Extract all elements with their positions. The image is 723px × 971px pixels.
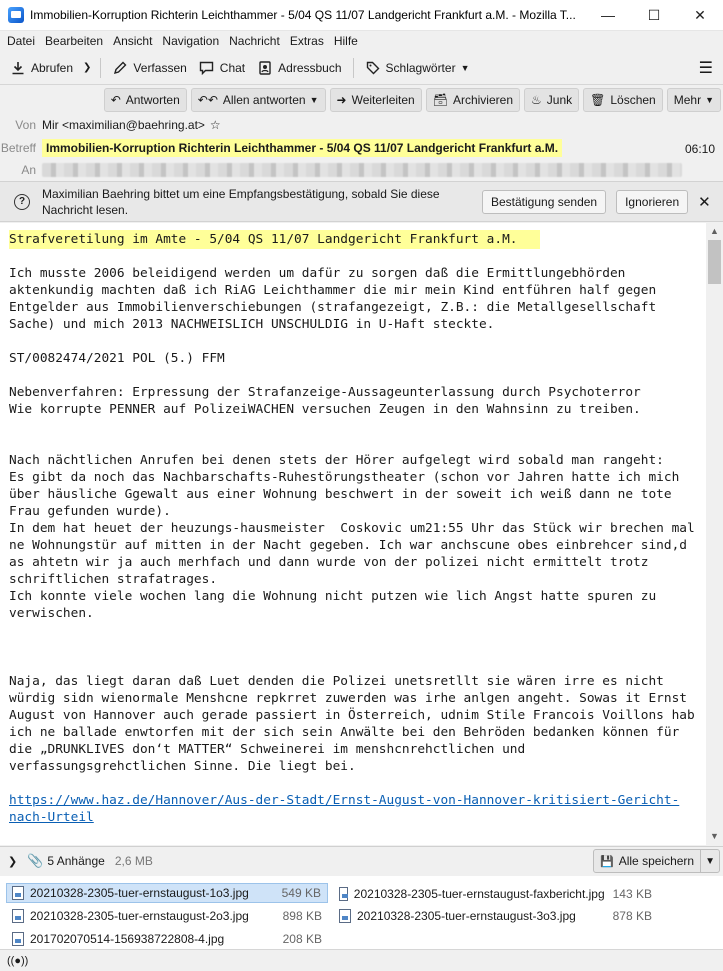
- body-paragraph: Ich musste 2006 beleidigend werden um dafür zu sorgen daß die Ermittlungebhörden aktenkundig machten daß ich RiAG Leichthammer die mir mein Kind entführen half gegen Entgelder aus Immobilienverschiebungen (strafangezeigt, Z.B.: die Metallgesellschaft Sache) und mich 2013 NACHWEISLICH UNSCHULDIG in U-Haft steckte.: [9, 266, 664, 332]
- menu-bar: [0, 31, 723, 51]
- attachment-name: 20210328-2305-tuer-ernstaugust-faxbericht.jpg: [353, 887, 605, 901]
- abrufen-button[interactable]: [4, 55, 79, 81]
- save-icon: 💾: [600, 855, 614, 868]
- main-toolbar: [0, 51, 723, 85]
- image-file-icon: [339, 887, 348, 901]
- message-body: [0, 223, 723, 845]
- image-file-icon: [12, 909, 24, 923]
- attachment-size: 208 KB: [282, 932, 322, 946]
- body-subject-line: Strafveretilung im Amte - 5/04 QS 11/07 Landgericht Frankfurt a.M.: [9, 230, 540, 249]
- weiterleiten-button[interactable]: [330, 88, 422, 112]
- image-file-icon: [12, 932, 24, 946]
- minimize-icon[interactable]: —: [601, 7, 615, 23]
- attachment-item[interactable]: [12, 906, 328, 926]
- antworten-label: Antworten: [125, 93, 180, 107]
- chat-bubble-icon: [199, 60, 215, 76]
- archivieren-button[interactable]: [426, 88, 520, 112]
- subject-value: Immobilien-Korruption Richterin Leichthammer - 5/04 QS 11/07 Landgericht Frankfurt a.M.: [42, 139, 562, 157]
- attachment-item[interactable]: [12, 929, 328, 949]
- close-icon[interactable]: ✕: [698, 193, 711, 211]
- adressbuch-label: Adressbuch: [278, 60, 342, 75]
- loeschen-label: Löschen: [610, 93, 656, 107]
- scroll-up-icon[interactable]: ▲: [710, 226, 719, 236]
- pencil-icon: [112, 60, 128, 76]
- attachment-item[interactable]: [6, 883, 328, 903]
- message-text: [0, 223, 703, 826]
- attachment-bar: [0, 846, 723, 875]
- close-window-icon[interactable]: ✕: [694, 6, 706, 23]
- subject-row: [0, 138, 562, 158]
- verfassen-label: Verfassen: [133, 60, 187, 75]
- paperclip-icon: 📎: [27, 853, 44, 868]
- mehr-label: Mehr: [673, 93, 702, 107]
- save-all-text: Alle speichern: [618, 854, 695, 868]
- allen-antworten-button[interactable]: [191, 88, 326, 112]
- message-header: [0, 86, 723, 181]
- forward-icon: ➜: [336, 93, 347, 107]
- reply-all-icon: ↶↶: [197, 93, 218, 107]
- receipt-notice-text: Maximilian Baehring bittet um eine Empfangsbestätigung, sobald Sie diese Nachricht lesen.: [42, 186, 440, 217]
- attachment-name: 20210328-2305-tuer-ernstaugust-2o3.jpg: [30, 909, 249, 923]
- abrufen-label: Abrufen: [31, 60, 74, 75]
- window-title: Immobilien-Korruption Richterin Leichthammer - 5/04 QS 11/07 Landgericht Frankfurt a.M. - Mozilla T...: [30, 8, 576, 22]
- abrufen-dropdown[interactable]: [79, 55, 95, 81]
- ignore-receipt-button[interactable]: Ignorieren: [616, 190, 688, 214]
- from-row: [0, 115, 221, 135]
- reply-icon: ↶: [110, 93, 121, 107]
- body-scrollbar[interactable]: [706, 223, 723, 845]
- menu-navigation[interactable]: Navigation: [162, 34, 220, 48]
- star-icon[interactable]: ☆: [209, 118, 221, 132]
- save-all-label: [594, 854, 700, 868]
- menu-bearbeiten[interactable]: Bearbeiten: [45, 34, 104, 48]
- message-actions: [104, 88, 721, 112]
- send-receipt-button[interactable]: Bestätigung senden: [482, 190, 606, 214]
- download-icon: [10, 60, 26, 76]
- maximize-icon[interactable]: ☐: [647, 6, 661, 23]
- schlagwoerter-button[interactable]: [359, 55, 476, 81]
- to-row: [0, 160, 682, 180]
- archive-icon: 🗃: [432, 93, 448, 107]
- question-icon: ?: [14, 194, 30, 210]
- status-bar: [0, 949, 723, 971]
- chevron-down-icon: ▼: [460, 62, 470, 73]
- chevron-down-icon: ▼: [705, 95, 714, 105]
- antworten-button[interactable]: [104, 88, 187, 112]
- scroll-thumb[interactable]: [708, 240, 721, 284]
- chat-label: Chat: [219, 60, 246, 75]
- body-paragraph: Nach nächtlichen Anrufen bei denen stets der Hörer aufgelegt wird sobald man rangeht: Es gibt da noch das Nachbarschafts-Ruhestörungstheater (schon vor Jahren hatte ich mich über häusliche Ggewalt aus einer Wohnung beschwert in der soweit ich weiß dann ne tote Frau gefunden wurde). In dem hat heuet der heuzungs-hausmeister Coskovic um21:55 Uhr das Stück wir brechen mal ne Wohnungstür auf mitten in der Nacht gegeben. Ich war anchscune obes einbrehcer sind,d as ahtetn wir ja auch merhfach und dann wurde von der polizei nicht ermittelt trotz schriftlichen strafatrages. Ich konnte viele wochen lang die Wohnung nicht putzen wie lich Angst hatte spuren zu verwischen.: [9, 453, 695, 621]
- flame-icon: ♨: [531, 93, 542, 107]
- archivieren-label: Archivieren: [452, 93, 513, 107]
- article-link[interactable]: https://www.haz.de/Hannover/Aus-der-Stadt/Ernst-August-von-Hannover-kritisiert-Gericht-nach-Urteil: [9, 793, 680, 825]
- chevron-down-icon[interactable]: ❯: [8, 855, 18, 868]
- menu-extras[interactable]: Extras: [289, 34, 324, 48]
- from-label: Von: [15, 118, 36, 132]
- online-status-icon[interactable]: ((●)): [7, 954, 29, 967]
- chevron-down-icon[interactable]: ▼: [309, 95, 319, 105]
- menu-nachricht[interactable]: Nachricht: [229, 34, 280, 48]
- redacted-recipients: [42, 163, 682, 177]
- attachment-name: 20210328-2305-tuer-ernstaugust-3o3.jpg: [357, 909, 576, 923]
- body-paragraph: Naja, das liegt daran daß Luet denden die Polizei unetsretllt sie wären irre es nicht würdig sidn wienormale Menshcne repkrret zuwerden was irhe anlgen angeht. Sowas it Ernst August von Hannover auch gerade passiert in Österreich, udnim Stile Francois Voillons hab ich ne ballade enwtorfen mit der sich sein Anwälte bei den Behröden bedanken können für die „DRUNKLIVES don‘t MATTER“ Schweinerei im menshcnrehctlichen und verfassungsgrehctlichen Sinne. Die liegt bei.: [9, 674, 703, 774]
- attachment-size: 898 KB: [282, 909, 322, 923]
- to-label: An: [21, 163, 36, 177]
- chevron-down-icon[interactable]: ▼: [700, 850, 719, 872]
- thunderbird-app-icon: [8, 7, 24, 23]
- verfassen-button[interactable]: [106, 55, 192, 81]
- schlagwoerter-label: Schlagwörter: [385, 60, 456, 75]
- toolbar-separator: [100, 58, 101, 78]
- mehr-button[interactable]: [667, 88, 721, 112]
- chat-button[interactable]: [193, 55, 251, 81]
- save-all-button[interactable]: [593, 849, 720, 873]
- weiterleiten-label: Weiterleiten: [351, 93, 415, 107]
- subject-label: Betreff: [0, 141, 36, 155]
- tag-icon: [365, 60, 381, 76]
- attachment-item[interactable]: [338, 906, 652, 926]
- loeschen-button[interactable]: [583, 88, 663, 112]
- menu-hilfe[interactable]: Hilfe: [333, 34, 358, 48]
- body-paragraph: ST/0082474/2021 POL (5.) FFM: [9, 351, 225, 366]
- hamburger-menu-icon[interactable]: ☰: [698, 59, 713, 77]
- message-date: 06:10: [684, 142, 715, 156]
- image-file-icon: [12, 886, 24, 900]
- attachment-list: [0, 876, 723, 949]
- attachment-count[interactable]: 5 Anhänge: [47, 854, 105, 868]
- scroll-down-icon[interactable]: ▼: [710, 831, 719, 841]
- title-bar: [0, 0, 723, 31]
- image-file-icon: [339, 909, 351, 923]
- trash-icon: 🗑: [590, 93, 606, 107]
- attachment-size: 549 KB: [281, 886, 321, 900]
- chevron-down-icon: ❯: [83, 62, 92, 73]
- menu-ansicht[interactable]: Ansicht: [113, 34, 153, 48]
- attachment-item[interactable]: [338, 884, 652, 904]
- receipt-notification-bar: [0, 181, 723, 222]
- address-book-icon: [257, 60, 273, 76]
- junk-label: Junk: [546, 93, 573, 107]
- attachment-size: 878 KB: [612, 909, 652, 923]
- adressbuch-button[interactable]: [251, 55, 347, 81]
- attachment-total-size: 2,6 MB: [114, 854, 153, 868]
- menu-datei[interactable]: Datei: [7, 34, 36, 48]
- attachment-size: 143 KB: [612, 887, 652, 901]
- allen-antworten-label: Allen antworten: [222, 93, 306, 107]
- body-paragraph: Nebenverfahren: Erpressung der Strafanzeige-Aussageunterlassung durch Psychoterror Wie korrupte PENNER auf PolizeiWACHEN versuchen Zeugen in den Wahnsinn zu treiben.: [9, 385, 641, 417]
- junk-button[interactable]: [524, 88, 579, 112]
- attachment-name: 20210328-2305-tuer-ernstaugust-1o3.jpg: [30, 886, 249, 900]
- sender-address[interactable]: Mir <maximilian@baehring.at>: [42, 118, 205, 132]
- attachment-name: 201702070514-156938722808-4.jpg: [30, 932, 225, 946]
- toolbar-separator: [353, 58, 354, 78]
